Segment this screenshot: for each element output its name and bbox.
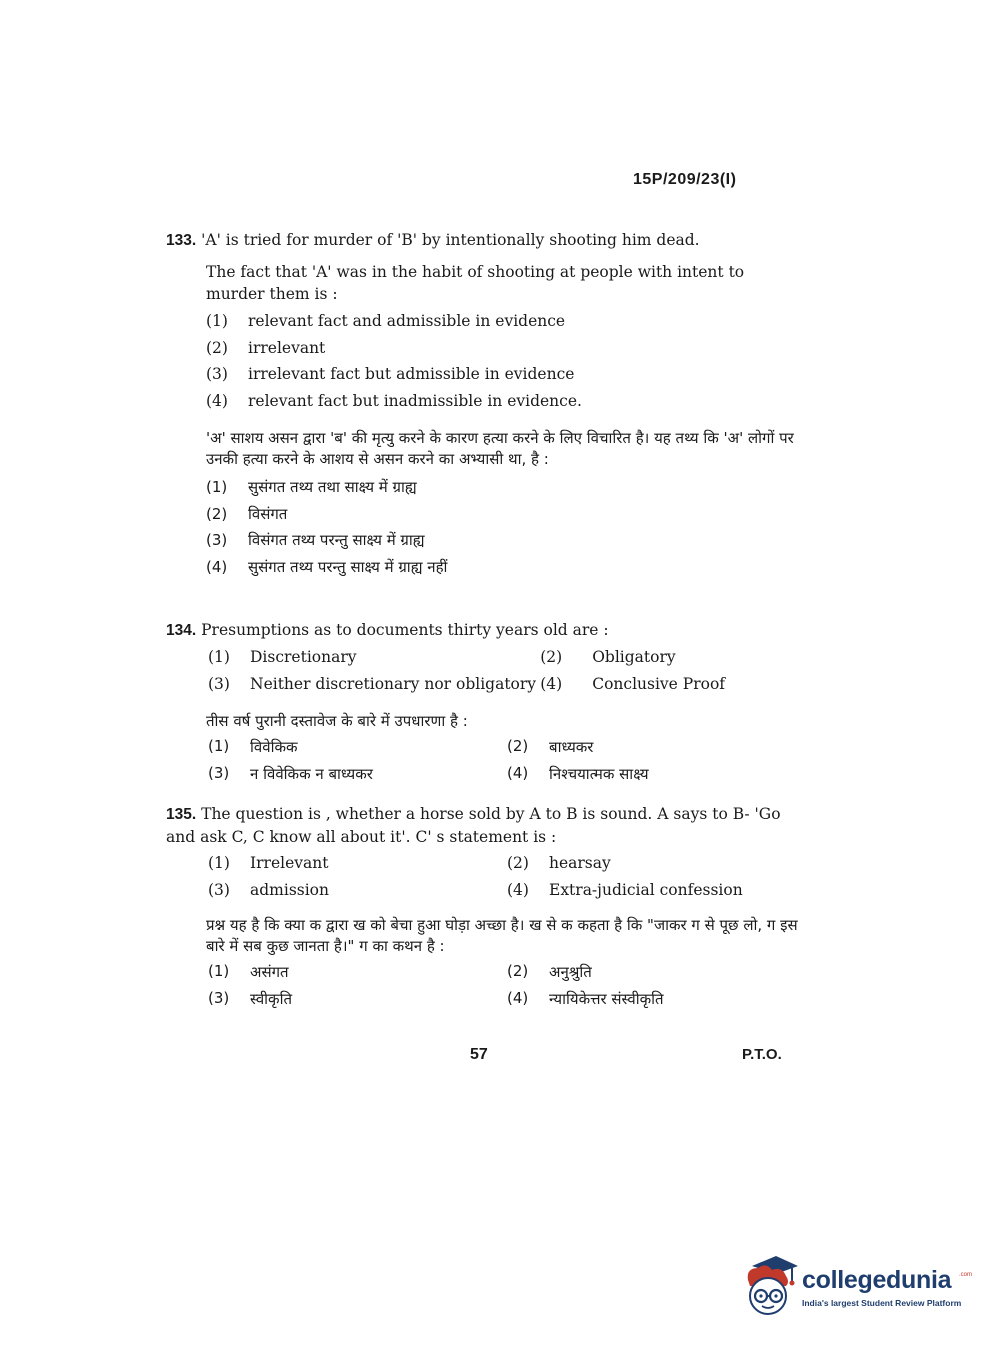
option: (1) सुसंगत तथ्य तथा साक्ष्य में ग्राह्य bbox=[206, 478, 417, 497]
question-number: 135. bbox=[166, 806, 197, 823]
option: (4) Extra-judicial confession bbox=[507, 880, 743, 899]
option: (1) असंगत bbox=[208, 962, 289, 982]
question-stem bbox=[166, 229, 806, 252]
question-text: Presumptions as to documents thirty years old are : bbox=[201, 621, 609, 639]
question-stem-hindi: तीस वर्ष पुरानी दस्तावेज के बारे में उपधारणा है : bbox=[206, 712, 468, 730]
option: (3) irrelevant fact but admissible in evidence bbox=[206, 365, 575, 384]
question-paragraph-hindi: 'अ' साशय असन द्वारा 'ब' की मृत्यु करने के कारण हत्या करने के लिए विचारित है। यह तथ्य कि 'अ' लोगों पर उनकी हत्या करने के आशय से असन करने का अभ्यासी था, है : bbox=[206, 429, 794, 468]
question-text: The question is , whether a horse sold by A to B is sound. A says to B- 'Go and ask C, C know all about it'. C' s statement is : bbox=[166, 805, 781, 846]
option: (4) न्यायिकेत्तर संस्वीकृति bbox=[507, 988, 664, 1008]
option: (2) irrelevant bbox=[206, 338, 326, 357]
option: (1) Irrelevant bbox=[208, 854, 329, 873]
collegedunia-logo[interactable] bbox=[742, 1252, 972, 1332]
option: (2) Obligatory bbox=[540, 648, 676, 667]
question-stem bbox=[166, 619, 806, 642]
question-133 bbox=[166, 229, 806, 580]
question-stem bbox=[166, 803, 806, 848]
question-stem-hindi: प्रश्न यह है कि क्या क द्वारा ख को बेचा हुआ घोड़ा अच्छा है। ख से क कहता है कि "जाकर ग से पूछ लो, ग इस बारे में सब कुछ जानता है।" ग का कथन है : bbox=[206, 916, 798, 955]
option: (4) निश्चयात्मक साक्ष्य bbox=[507, 763, 649, 783]
option: (4) सुसंगत तथ्य परन्तु साक्ष्य में ग्राह्य नहीं bbox=[206, 557, 448, 576]
option: (3) स्वीकृति bbox=[208, 988, 293, 1008]
option: (2) hearsay bbox=[507, 854, 611, 873]
options-hindi bbox=[208, 959, 806, 1012]
option: (2) बाध्यकर bbox=[507, 737, 594, 757]
mascot-icon bbox=[742, 1252, 800, 1324]
option: (3) न विवेकिक न बाध्यकर bbox=[208, 763, 373, 783]
options-english bbox=[208, 644, 806, 697]
option: (2) विसंगत bbox=[206, 504, 288, 523]
options-english bbox=[208, 850, 806, 903]
options-english bbox=[206, 308, 806, 414]
question-135 bbox=[166, 803, 806, 1012]
option: (1) relevant fact and admissible in evidence bbox=[206, 312, 566, 331]
option: (1) विवेकिक bbox=[208, 737, 298, 757]
options-hindi bbox=[208, 734, 806, 787]
option: (4) Conclusive Proof bbox=[540, 674, 726, 693]
question-number: 134. bbox=[166, 622, 197, 639]
question-text: 'A' is tried for murder of 'B' by intentionally shooting him dead. bbox=[201, 231, 700, 249]
options-hindi bbox=[206, 474, 806, 580]
option: (4) relevant fact but inadmissible in evidence. bbox=[206, 391, 582, 410]
option: (3) विसंगत तथ्य परन्तु साक्ष्य में ग्राह्य bbox=[206, 531, 425, 550]
option: (2) अनुश्रुति bbox=[507, 962, 592, 982]
logo-tld: .com bbox=[959, 1272, 973, 1278]
question-paragraph: The fact that 'A' was in the habit of shooting at people with intent to murder them is : bbox=[206, 263, 745, 303]
option: (3) Neither discretionary nor obligatory bbox=[208, 674, 537, 693]
logo-name: collegedunia bbox=[802, 1266, 952, 1294]
logo-tagline: India's largest Student Review Platform bbox=[802, 1298, 962, 1308]
option: (3) admission bbox=[208, 880, 329, 899]
question-number: 133. bbox=[166, 232, 197, 249]
page-code: 15P/209/23(I) bbox=[633, 171, 737, 188]
question-134 bbox=[166, 619, 806, 787]
page-number: 57 bbox=[470, 1046, 488, 1063]
option: (1) Discretionary bbox=[208, 648, 357, 667]
pto-label: P.T.O. bbox=[742, 1046, 782, 1063]
